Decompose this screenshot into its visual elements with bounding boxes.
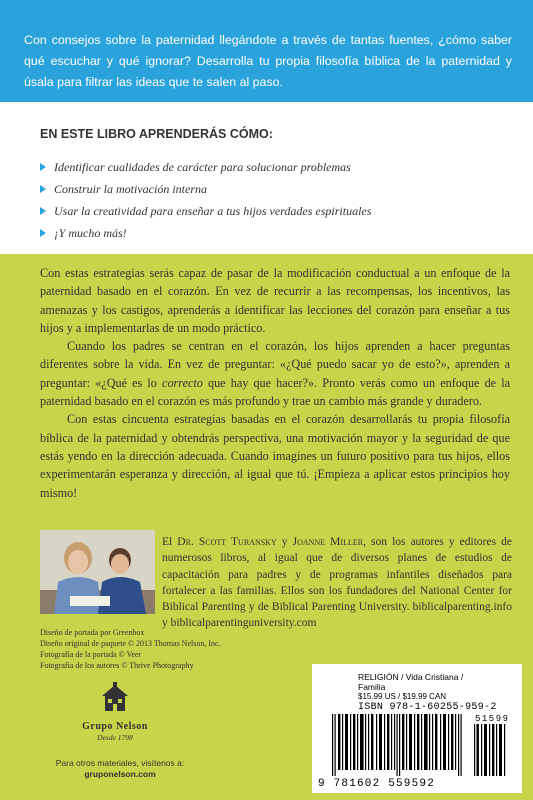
book-category (358, 672, 463, 692)
credit-line: Fotografía de la portada © Veer (40, 650, 142, 659)
isbn-label: ISBN 978-1-60255-959-2 (358, 702, 497, 713)
learn-item-text: ¡Y mucho más! (54, 226, 127, 240)
bullet-arrow-icon (40, 163, 46, 171)
body-paragraph: Con estas estrategias serás capaz de pasar de la modificación conductual a un enfoque de la paternidad basado en el corazón. En vez de recurrir a las recompensas, los incentivos, las amenazas y los castigos, aprenderás a identificar las lecciones del corazón para enseñar a tus hijos y a implementarlas de un modo práctico. (40, 266, 510, 335)
publisher-site: gruponelson.com (84, 769, 156, 779)
publisher-name: Grupo Nelson (82, 721, 148, 732)
bio-fragment: , son los autores y editores de numerosos libros, al igual que de diversos planes de estudios de capacitación para padres y de programas infantiles diseñados para fortalecer a las familias. Ellos son los fundadores del National Center for Biblical Parenting y de Biblical Parenting University. biblicalparenting.info y biblicalparentinguniversity.com (162, 536, 512, 630)
body-emphasis: correcto (162, 375, 203, 390)
learn-item-text: Construir la motivación interna (54, 182, 207, 196)
book-price: $15.99 US / $19.99 CAN (358, 692, 447, 701)
barcode-box (312, 664, 522, 793)
barcode-addon-number: 51599 (475, 714, 510, 724)
house-icon (100, 682, 130, 712)
learn-item-text: Identificar cualidades de carácter para solucionar problemas (54, 160, 351, 174)
bullet-arrow-icon (40, 207, 46, 215)
bio-fragment: y (276, 536, 293, 548)
learn-item (40, 178, 371, 200)
learn-list (40, 156, 371, 244)
authors-bio (162, 534, 512, 632)
body-paragraph: Con estas cincuenta estrategias basadas en el corazón desarrollarás tu propia filosofía bíblica de la paternidad y obtendrás perspectiva, una motivación mayor y la seguridad de que estás yendo en la dirección adecuada. Cuando imagines un futuro positivo para tus hijos, ellos experimentarán esperanza y dirección, al igual que tú. ¡Empieza a aplicar estos principios hoy mismo! (40, 412, 510, 500)
authors-photo-image (40, 530, 155, 614)
credit-line: Fotografía de los autores © Thrive Photography (40, 661, 194, 670)
more-label: Para otros materiales, visítenos a: (55, 758, 185, 768)
learn-item (40, 200, 371, 222)
credits (40, 627, 221, 671)
barcode-number: 9 781602 559592 (318, 778, 436, 790)
intro-text: Con consejos sobre la paternidad llegándote a través de tantas fuentes, ¿cómo saber qué escuchar y qué ignorar? Desarrolla tu propia filosofía bíblica de la paternidad y úsala para filtrar las ideas que te salen al paso. (24, 33, 512, 89)
publisher-logo (75, 682, 155, 742)
body-fragment: Cuando los padres se centran en el corazón, los hijos aprenden a hacer preguntas diferentes sobre la vida. En vez de preguntar: «¿Qué puedo sacar yo de esto?», aprenden a preguntar: «¿Qué es lo (40, 339, 510, 390)
publisher-since: Desde 1798 (97, 733, 133, 742)
bio-fragment: El (162, 536, 178, 548)
author-name: Joanne Miller (292, 536, 364, 548)
body-fragment: que hay que hacer?». Pronto verás como un enfoque de la paternidad basado en el corazón es más profundo y trae un cambio más grande y duradero. (40, 375, 510, 409)
author-name: Dr. Scott Turansky (177, 536, 277, 548)
more-materials (40, 758, 200, 780)
credit-line: Diseño de portada por Greenbox (40, 628, 145, 637)
learn-item (40, 156, 371, 178)
category-line: RELIGIÓN / Vida Cristiana / (358, 672, 464, 682)
bullet-arrow-icon (40, 229, 46, 237)
credit-line: Diseño original de paquete © 2013 Thomas Nelson, Inc. (40, 639, 221, 648)
category-line: Familia (358, 682, 386, 692)
intro-band (0, 0, 533, 102)
learn-heading: EN ESTE LIBRO APRENDERÁS CÓMO: (40, 127, 273, 141)
learn-item-text: Usar la creatividad para enseñar a tus hijos verdades espirituales (54, 204, 372, 218)
bullet-arrow-icon (40, 185, 46, 193)
learn-item (40, 222, 371, 244)
authors-photo (40, 530, 155, 614)
body-paragraph (40, 337, 510, 410)
body-text (40, 264, 510, 502)
